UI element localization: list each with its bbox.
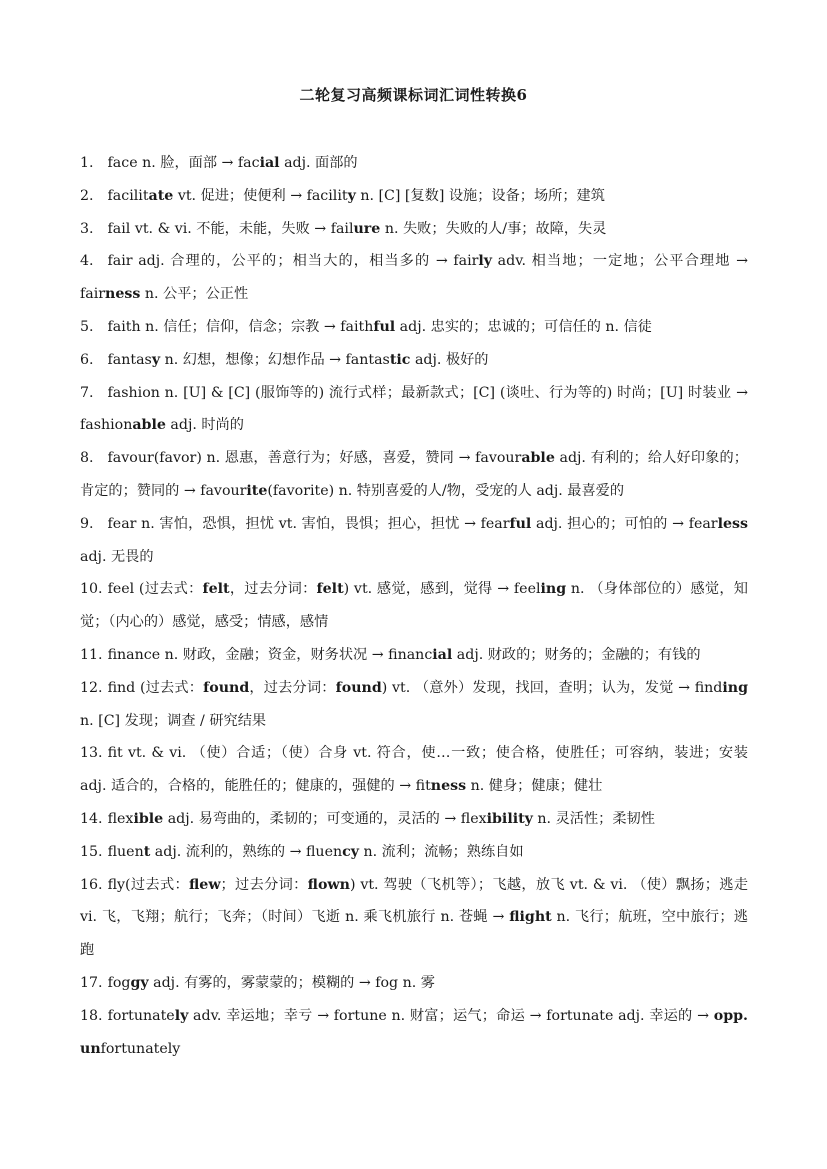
vocab-entry <box>80 147 748 180</box>
vocabulary-list <box>80 147 748 1065</box>
entry-text: fluent adj. 流利的，熟练的 → fluency n. 流利；流畅；熟练自如 <box>107 843 524 860</box>
entry-text: fortunately adv. 幸运地；幸亏 → fortune n. 财富；运气；命运 → fortunate adj. 幸运的 → opp. unfortunately <box>80 1007 748 1057</box>
entry-number: 1. <box>80 155 94 171</box>
entry-text: favour(favor) n. 恩惠，善意行为；好感，喜爱，赞同 → favourable adj. 有利的；给人好印象的；肯定的；赞同的 → favourite(favorite) n. 特别喜爱的人/物，受宠的人 adj. 最喜爱的 <box>80 450 748 499</box>
vocab-entry <box>80 311 748 344</box>
entry-number: 8. <box>80 450 94 467</box>
entry-text: fit vt. & vi. （使）合适；（使）合身 vt. 符合，使…一致；使合格，使胜任；可容纳，装进；安装 adj. 适合的，合格的，能胜任的；健康的，强健的 → fitness n. 健身；健康；健壮 <box>80 745 748 795</box>
vocab-entry <box>80 836 748 869</box>
entry-number: 7. <box>80 384 94 401</box>
vocab-entry <box>80 869 748 967</box>
vocab-entry <box>80 344 748 377</box>
vocab-entry <box>80 377 748 443</box>
vocab-entry <box>80 213 748 246</box>
entry-text: finance n. 财政，金融；资金，财务状况 → financial adj. 财政的；财务的；金融的；有钱的 <box>107 646 701 663</box>
entry-text: fear n. 害怕，恐惧，担忧 vt. 害怕，畏惧；担心，担忧 → fearful adj. 担心的；可怕的 → fearless adj. 无畏的 <box>80 515 748 565</box>
entry-number: 10. <box>80 581 103 598</box>
entry-text: fashion n. [U] & [C] (服饰等的) 流行式样；最新款式；[C] (谈吐、行为等的) 时尚；[U] 时装业 → fashionable adj. 时尚的 <box>80 384 748 434</box>
entry-number: 5. <box>80 318 94 335</box>
entry-number: 4. <box>80 253 94 270</box>
entry-number: 18. <box>80 1007 103 1024</box>
entry-number: 16. <box>80 876 103 893</box>
entry-number: 13. <box>80 745 103 762</box>
entry-text: faith n. 信任；信仰，信念；宗教 → faithful adj. 忠实的；忠诚的；可信任的 n. 信徒 <box>107 318 652 335</box>
vocab-entry <box>80 245 748 311</box>
vocab-entry <box>80 803 748 836</box>
vocab-entry <box>80 967 748 1000</box>
entry-text: fail vt. & vi. 不能，未能，失败 → failure n. 失败；失败的人/事；故障，失灵 <box>107 220 607 237</box>
entry-text: foggy adj. 有雾的，雾蒙蒙的；模糊的 → fog n. 雾 <box>107 974 435 991</box>
entry-number: 12. <box>80 679 103 696</box>
entry-text: feel (过去式：felt，过去分词：felt) vt. 感觉，感到，觉得 → feeling n. （身体部位的）感觉，知觉；（内心的）感觉，感受；情感，感情 <box>80 581 748 631</box>
entry-text: fair adj. 合理的，公平的；相当大的，相当多的 → fairly adv. 相当地；一定地；公平合理地 → fairness n. 公平；公正性 <box>80 253 748 303</box>
document-title: 二轮复习高频课标词汇词性转换6 <box>299 86 528 104</box>
vocab-entry <box>80 1000 748 1066</box>
vocab-entry <box>80 442 748 508</box>
entry-text: flexible adj. 易弯曲的，柔韧的；可变通的，灵活的 → flexibility n. 灵活性；柔韧性 <box>107 810 655 827</box>
vocab-entry <box>80 508 748 574</box>
entry-text: face n. 脸，面部 → facial adj. 面部的 <box>107 155 358 171</box>
vocab-entry <box>80 573 748 639</box>
entry-number: 17. <box>80 974 103 991</box>
vocab-entry <box>80 180 748 213</box>
vocab-entry <box>80 672 748 738</box>
entry-text: find (过去式：found，过去分词：found) vt. （意外）发现，找回，查明；认为，发觉 → finding n. [C] 发现；调查 / 研究结果 <box>80 679 749 729</box>
entry-text: fantasy n. 幻想，想像；幻想作品 → fantastic adj. 极好的 <box>107 351 489 368</box>
vocab-entry <box>80 639 748 672</box>
entry-text: facilitate vt. 促进；使便利 → facility n. [C] [复数] 设施；设备；场所；建筑 <box>107 187 605 204</box>
entry-number: 2. <box>80 187 94 204</box>
entry-number: 15. <box>80 843 103 860</box>
entry-number: 3. <box>80 220 94 237</box>
entry-number: 6. <box>80 351 94 368</box>
entry-number: 14. <box>80 810 103 827</box>
entry-number: 9. <box>80 515 94 532</box>
entry-number: 11. <box>80 646 103 663</box>
entry-text: fly(过去式：flew；过去分词：flown) vt. 驾驶（飞机等）；飞越，放飞 vt. & vi. （使）飘扬；逃走 vi. 飞，飞翔；航行；飞奔；（时间）飞逝 n. 乘飞机旅行 n. 苍蝇 → flight n. 飞行；航班，空中旅行；逃跑 <box>80 876 749 959</box>
vocab-entry <box>80 737 748 803</box>
